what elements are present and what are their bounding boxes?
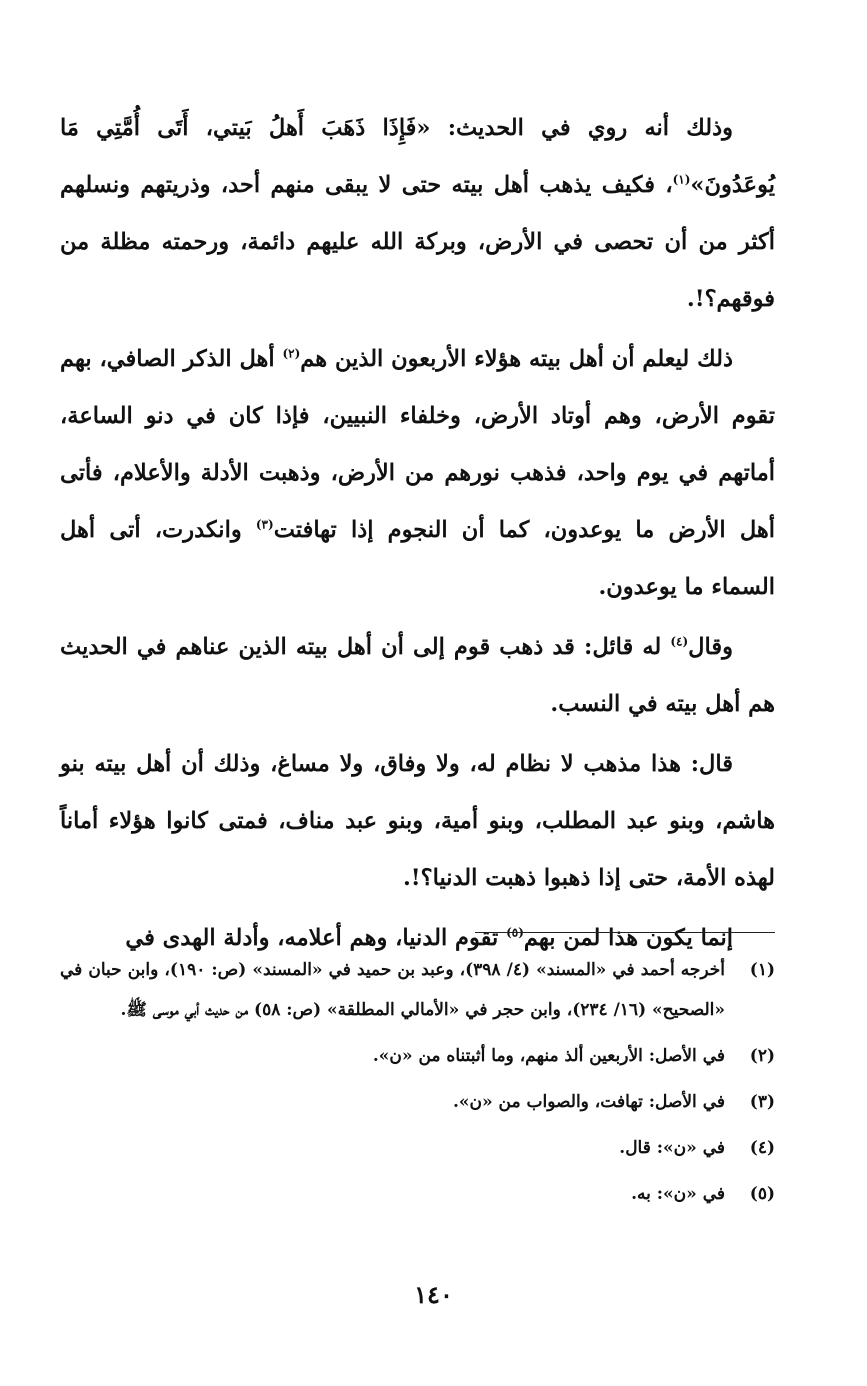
footnote-text: أخرجه أحمد في «المسند» (٤/ ٣٩٨)، وعبد بن حميد في «المسند» (ص: ١٩٠)، وابن حبان في «الصحيح» (١٦/ ٢٣٤)، وابن حجر في «الأمالي المطلقة» (ص: ٥٨) من حديث أبي موسى ﷺ. bbox=[60, 960, 725, 1020]
footnote-ref: (١) bbox=[672, 172, 691, 187]
footnote-number: (٣) bbox=[749, 1092, 775, 1112]
footnote-text: في «ن»: به. bbox=[631, 1184, 725, 1204]
footnote-item bbox=[60, 1174, 775, 1214]
footnote-number: (٤) bbox=[749, 1138, 775, 1158]
text-run: ، فكيف يذهب أهل بيته حتى لا يبقى منهم أحد، وذريتهم ونسلهم أكثر من أن تحصى في الأرض، وبركة الله عليهم دائمة، ورحمته مظلة من فوقهم؟!. bbox=[60, 172, 775, 312]
paragraph-3 bbox=[60, 619, 775, 733]
paragraph-4 bbox=[60, 736, 775, 907]
footnote-item bbox=[60, 1128, 775, 1168]
footnotes bbox=[60, 950, 775, 1220]
footnote-text: في الأصل: الأربعين ألذ منهم، وما أثبتناه من «ن». bbox=[372, 1046, 725, 1066]
text-run: ذلك ليعلم أن أهل بيته هؤلاء الأربعون الذين هم bbox=[300, 346, 733, 372]
text-run: وانكدرت، أتى أهل السماء ما يوعدون. bbox=[60, 517, 775, 600]
text-run: أهل الذكر الصافي، بهم تقوم الأرض، وهم أوتاد الأرض، وخلفاء النبيين، فإذا كان في دنو الساعة، أماتهم في يوم واحد، فذهب نورهم من الأرض، وذهبت الأدلة والأعلام، فأتى أهل الأرض ما يوعدون، كما أن النجوم إذا تهافتت bbox=[60, 346, 775, 543]
footnote-number: (٥) bbox=[749, 1184, 775, 1204]
text-run: إنما يكون هذا لمن بهم bbox=[523, 925, 733, 951]
footnote-number: (١) bbox=[749, 960, 775, 980]
text-run: تقوم الدنيا، وهم أعلامه، وأدلة الهدى في bbox=[125, 925, 507, 951]
footnote-item bbox=[60, 1036, 775, 1076]
footnote-ref: (٥) bbox=[506, 925, 524, 940]
footnote-text: في «ن»: قال. bbox=[619, 1138, 725, 1158]
footnote-text: في الأصل: تهافت، والصواب من «ن». bbox=[452, 1092, 725, 1112]
footnote-ref: (٢) bbox=[282, 346, 301, 361]
main-text bbox=[60, 100, 775, 970]
text-run: قال: هذا مذهب لا نظام له، ولا وفاق، ولا مساغ، وذلك أن أهل بيته بنو هاشم، وبنو عبد المطلب، وبنو أمية، وبنو عبد مناف، فمتى كانوا هؤلاء أماناً لهذه الأمة، حتى إذا ذهبوا ذهبت الدنيا؟!. bbox=[60, 751, 775, 891]
paragraph-2 bbox=[60, 331, 775, 616]
text-run: وذلك أنه روي في الحديث: «فَإِذَا ذَهَبَ أَهلُ بَيتي، أَتَى أُمَّتِي مَا يُوعَدُونَ» bbox=[60, 115, 775, 198]
text-run: وقال bbox=[688, 634, 733, 660]
footnote-item bbox=[60, 950, 775, 1030]
footnote-item bbox=[60, 1082, 775, 1122]
text-run: له قائل: قد ذهب قوم إلى أن أهل بيته الذين عناهم في الحديث هم أهل بيته في النسب. bbox=[60, 634, 775, 717]
footnote-ref: (٣) bbox=[255, 517, 274, 532]
footnote-separator bbox=[475, 932, 775, 933]
page-number: ١٤٠ bbox=[414, 1280, 453, 1309]
paragraph-1 bbox=[60, 100, 775, 328]
footnote-number: (٢) bbox=[749, 1046, 775, 1066]
footnote-ref: (٤) bbox=[670, 634, 689, 649]
